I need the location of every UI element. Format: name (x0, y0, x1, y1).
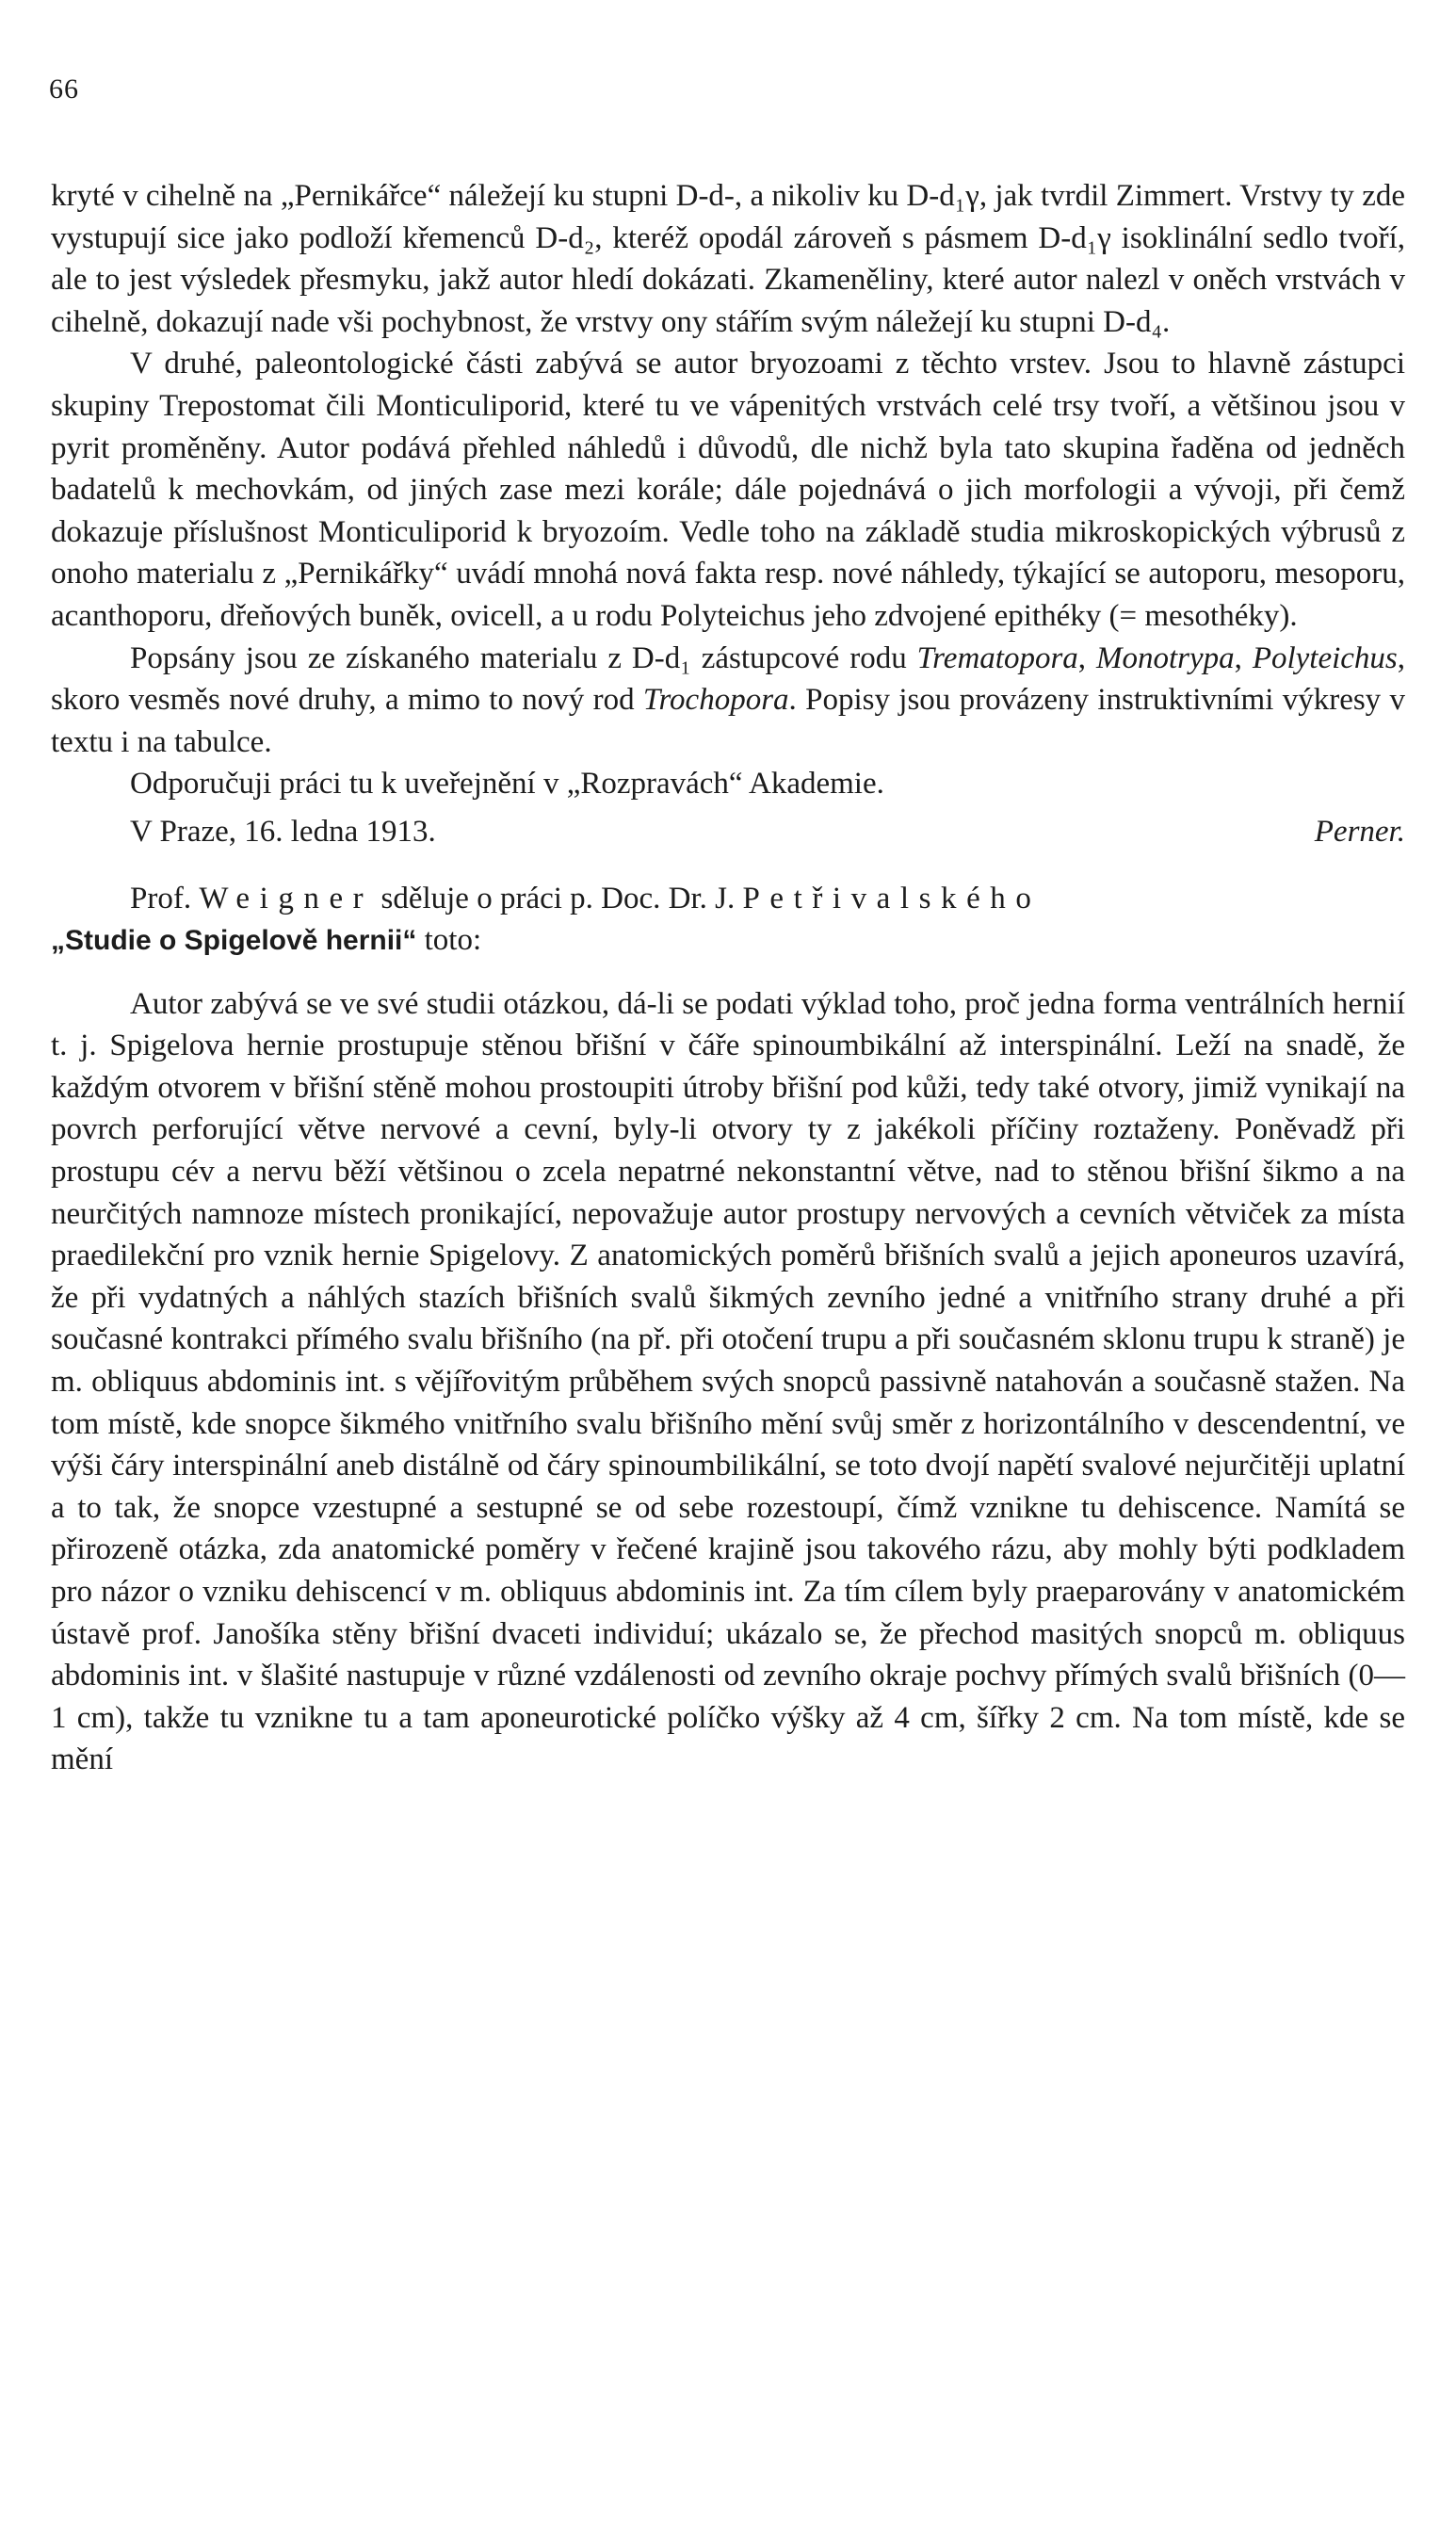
paragraph-2: V druhé, paleontologické části zabývá se autor bryozoami z těchto vrstev. Jsou to hlavně zástupci skupiny Trepostomat čili Monticuliporid, které tu ve vápenitých vrstvách celé trsy tvoří, a většinou jsou v pyrit proměněny. Autor podává přehled náhledů i důvodů, dle nichž byla tato skupina řaděna od jedněch badatelů k mechovkám, od jiných zase mezi korále; dále pojednává o jich morfologii a vývoji, při čemž dokazuje příslušnost Monticuliporid k bryozoím. Vedle toho na základě studia mikroskopických výbrusů z onoho materialu z „Pernikářky“ uvádí mnohá nová fakta resp. nové náhledy, týkající se autoporu, mesoporu, acanthoporu, dřeňových buněk, ovicell, a u rodu Polyteichus jeho zdvojené epithéky (= mesothéky). (51, 347, 1405, 633)
paragraph-3-text-b: , skoro vesměs nové druhy, a mimo to nový rod (51, 640, 1406, 718)
reporter-name: Weigner (199, 881, 374, 916)
report-tail: toto: (416, 923, 482, 958)
recommendation: Odporučuji práci tu k uveřejnění v „Rozpravách“ Akademie. (130, 767, 884, 802)
paragraph-3-sep: , (1234, 640, 1253, 675)
place-date: V Praze, 16. ledna 1913. (130, 814, 436, 849)
paragraph-3-sep: , (1077, 640, 1096, 675)
signature-line (51, 811, 1405, 853)
paragraph-3-text-c: . Popisy jsou provázeny instruktivními výkresy v textu i na tabulce. (51, 683, 1405, 759)
paragraph-1: kryté v cihelně na „Pernikářce“ náležejí ku stupni D-d-, a nikoliv ku D-d₁γ, jak tvrdil Zimmert. Vrstvy ty zde vystupují sice jako podloží křemenců D-d₂, kteréž opodál zároveň s pásmem D-d₁γ isoklinální sedlo tvoří, ale to jest výsledek přesmyku, jakž autor hledí dokázati. Zkameněliny, které autor nalezl v oněch vrstvách v cihelně, dokazují nade vši pochybnost, že vrstvy ony stářím svým náležejí ku stupni D-d₄. (51, 179, 1405, 339)
genus-name: Monotrypa (1095, 640, 1235, 675)
report-intro (51, 878, 1405, 963)
author-name: Petřivalského (742, 881, 1042, 916)
paragraph-final: Autor zabývá se ve své studii otázkou, dá-li se podati výklad toho, proč jedna forma ventrálních hernií t. j. Spigelova hernie prostupuje stěnou břišní v čáře spinoumbikální až interspinální. Leží na snadě, že každým otvorem v břišní stěně mohou prostoupiti útroby břišní pod kůži, tedy také otvory, jimiž vynikají na povrch perforující větve nervové a cevní, byly-li otvory ty z jakékoli příčiny roztaženy. Poněvadž při prostupu cév a nervu běží většinou o zcela nepatrné nekonstantní větve, nad to stěnou břišní šikmo a na neurčitých namnoze místech pronikající, nepovažuje autor prostupy nervových a cevních větviček za místa praedilekční pro vznik hernie Spigelovy. Z anatomických poměrů břišních svalů a jejich aponeuros uzavírá, že při vydatných a náhlých stazích břišních svalů šikmých zevního jedné a vnitřního strany druhé a při současné kontrakci přímého svalu břišního (na př. při otočení trupu a při současném sklonu trupu k straně) je m. obliquus abdominis int. s vějířovitým průběhem svých snopců passivně natahován a současně stažen. Na tom místě, kde snopce šikmého vnitřního svalu břišního mění svůj směr z horizontálního v descendentní, ve výši čáry interspinální aneb distálně od čáry spinoumbilikální, se toto dvojí napětí svalové nejurčitěji uplatní a to tak, že snopce vzestupné a sestupné se od sebe rozestoupí, čímž vznikne tu dehiscence. Namítá se přirozeně otázka, zda anatomické poměry v řečené krajině jsou takového rázu, aby mohly býti podkladem pro názor o vzniku dehiscencí v m. obliquus abdominis int. Za tím cílem byly praeparovány v anatomickém ústavě prof. Janošíka stěny břišní dvaceti individuí; ukázalo se, že přechod masitých snopců m. obliquus abdominis int. v šlašité nastupuje v různé vzdálenosti od zevního okraje pochvy přímých svalů břišních (0—1 cm), takže tu vznikne tu a tam aponeurotické políčko výšky až 4 cm, šířky 2 cm. Na tom místě, kde se mění (51, 986, 1405, 1777)
genus-name: Polyteichus (1252, 640, 1398, 675)
page-body (51, 175, 1405, 1781)
report-mid: sděluje o práci p. Doc. Dr. J. (373, 881, 743, 916)
study-title: „Studie o Spigelově hernii“ (51, 925, 417, 957)
genus-name: Trematopora (916, 640, 1078, 675)
paragraph-3-text-a: Popsány jsou ze získaného materialu z D-d₁ zástupcové rodu (130, 640, 917, 675)
signature-name: Perner. (1314, 814, 1405, 849)
page-number: 66 (49, 73, 79, 105)
report-lead: Prof. (130, 881, 200, 916)
paragraph-3 (51, 638, 1405, 764)
genus-name: Trochopora (642, 683, 789, 718)
